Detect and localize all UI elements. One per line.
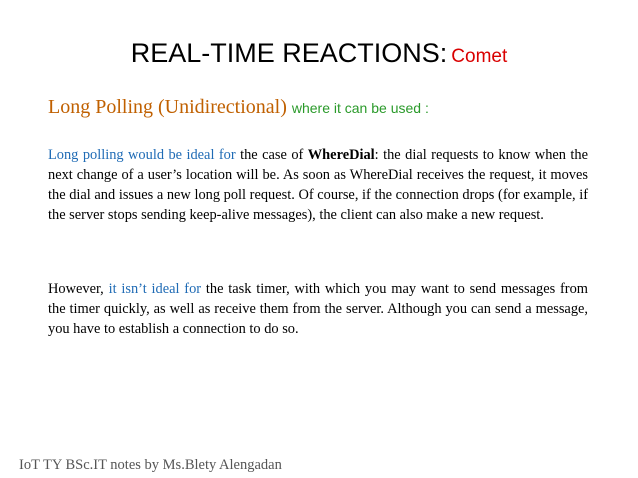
paragraph-task-timer (48, 279, 588, 339)
paragraph1-text-b: : the dial requests to know when the next change of a user’s location will be. As soon as WhereDial receives the request, it moves the dial and issues a new long poll request. Of course, if the connection drops (for example, if the server stops sending keep-alive messages), the client can also make a new request. (48, 147, 588, 223)
subtitle-lead: Long Polling (Unidirectional) (48, 96, 287, 118)
title-colon: : (439, 38, 448, 68)
paragraph1-lead: Long polling would be ideal for (48, 147, 236, 163)
paragraph1-text-a: the case of (235, 147, 308, 163)
title-main: REAL-TIME REACTIONS (130, 38, 440, 68)
paragraph2-text-b: the task timer, with which you may want to send messages from the timer quickly, as well as receive them from the server. Although you can send a message, you have to establish a connection to do so. (48, 281, 588, 337)
paragraph-wheredial (48, 145, 588, 225)
slide-footer: IoT TY BSc.IT notes by Ms.Blety Alengadan (19, 457, 282, 473)
slide-subtitle (48, 95, 429, 120)
subtitle-tail: where it can be used : (291, 100, 429, 116)
title-accent: Comet (451, 46, 508, 67)
slide-title (0, 38, 638, 72)
paragraph2-text-a: However, (48, 281, 109, 297)
paragraph2-highlight: it isn’t ideal for (108, 281, 202, 297)
paragraph1-bold: WhereDial (307, 147, 375, 163)
